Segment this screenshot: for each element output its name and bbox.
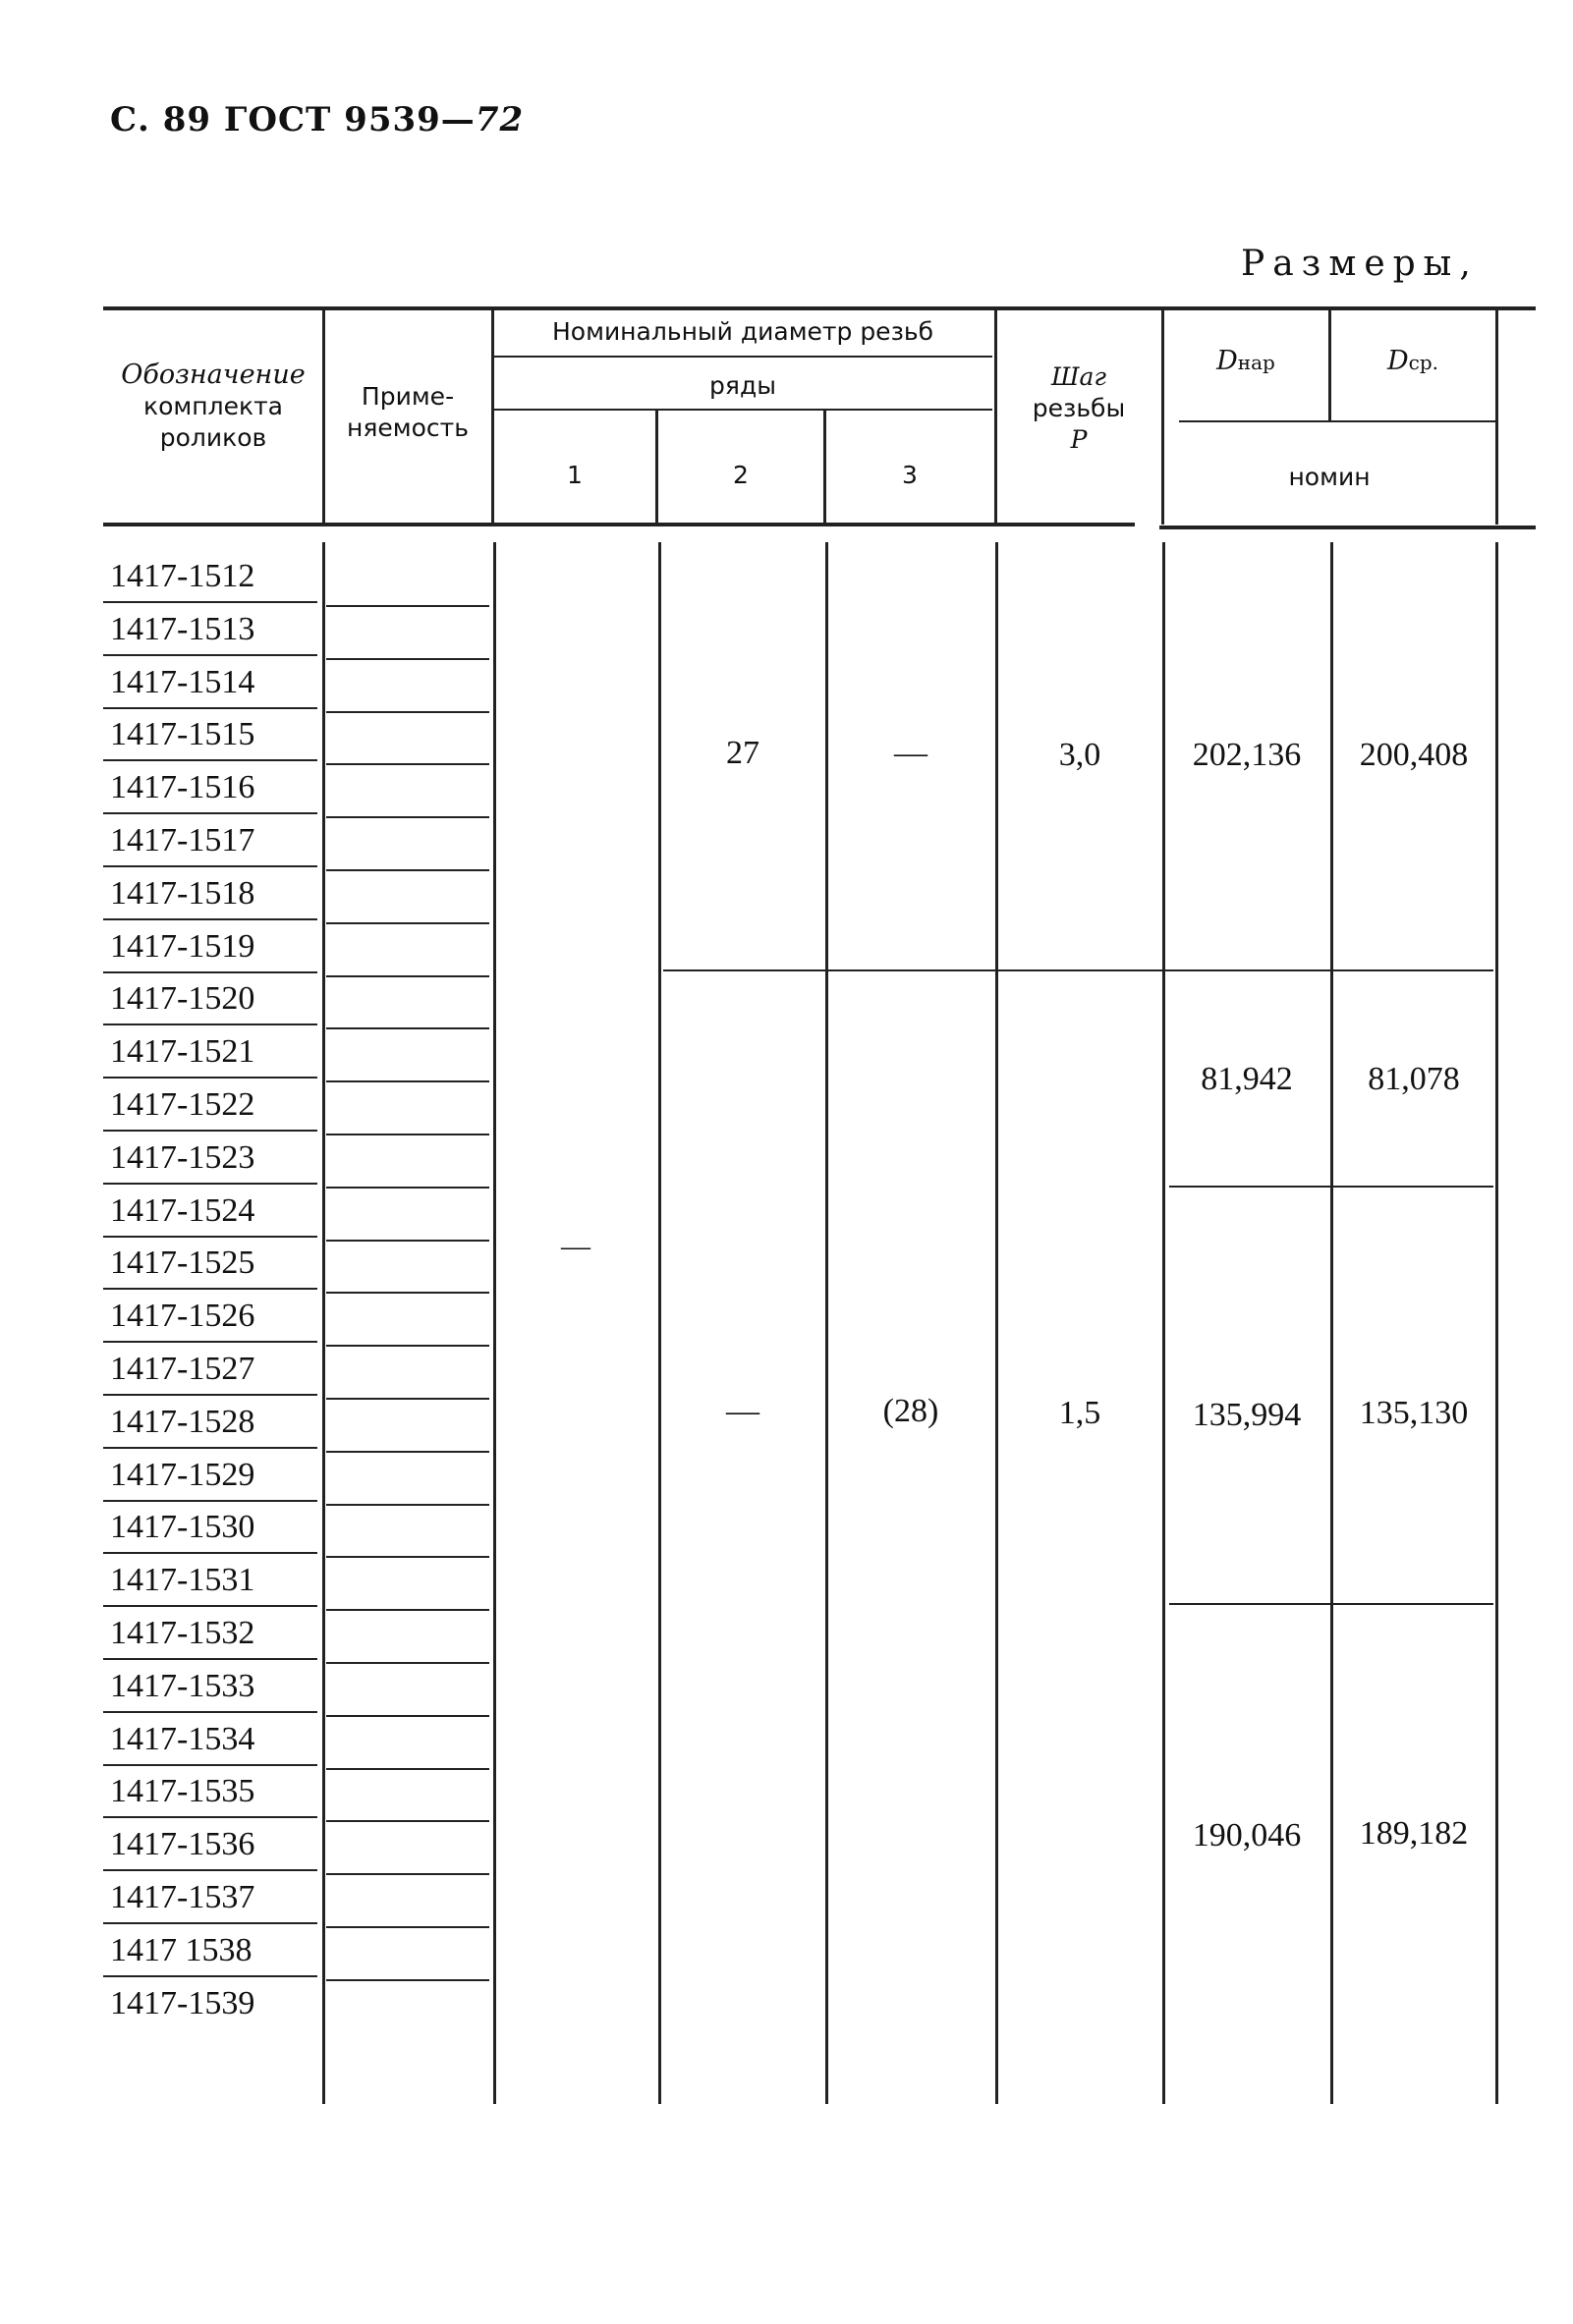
vline-b3: [658, 542, 661, 2104]
header-rows: ряды: [709, 371, 776, 400]
row-divider-applicability: [326, 1979, 489, 1981]
row-divider-applicability: [326, 1926, 489, 1928]
designation-code: 1417-1531: [110, 1562, 255, 1599]
header-applicability-line2: няемость: [347, 414, 469, 442]
units-label: Размеры,: [1241, 244, 1479, 284]
header-d-mean-sub: ср.: [1408, 351, 1439, 374]
row-divider-applicability: [326, 975, 489, 977]
row-divider-designation: [103, 1658, 317, 1660]
row-divider-designation: [103, 1341, 317, 1343]
row-divider-applicability: [326, 1820, 489, 1822]
subgroup-separator-1: [1169, 1186, 1493, 1188]
row-divider-designation: [103, 1711, 317, 1713]
header-applicability-line1: Приме-: [361, 382, 455, 411]
row-divider-applicability: [326, 1556, 489, 1558]
vline-h1: [322, 306, 325, 525]
designation-code: 1417-1521: [110, 1033, 255, 1071]
row-divider-designation: [103, 1024, 317, 1025]
subgroup-3-d-outer: 190,046: [1192, 1817, 1302, 1854]
header-row-1: 1: [567, 461, 583, 489]
header-d-outer-base: D: [1216, 346, 1238, 376]
designation-code: 1417-1534: [110, 1720, 255, 1757]
designation-code: 1417-1527: [110, 1351, 255, 1387]
row-divider-designation: [103, 1869, 317, 1871]
vline-b6: [1162, 542, 1165, 2104]
row-divider-applicability: [326, 869, 489, 871]
header-designation-line1: Обозначение: [121, 360, 306, 390]
designation-code: 1417-1532: [110, 1615, 255, 1651]
group-b-pitch: 1,5: [1058, 1395, 1101, 1431]
designation-code: 1417-1524: [110, 1191, 255, 1229]
row-divider-applicability: [326, 1715, 489, 1717]
designation-code: 1417-1519: [110, 927, 255, 965]
header-bottom-rule-right: [1159, 526, 1536, 529]
row-divider-designation: [103, 707, 317, 709]
designation-code: 1417-1525: [110, 1245, 255, 1282]
row-divider-designation: [103, 812, 317, 814]
vline-b5: [995, 542, 998, 2104]
designation-code: 1417-1517: [110, 822, 255, 858]
row-divider-applicability: [326, 1134, 489, 1135]
subgroup-1-d-mean: 81,078: [1368, 1061, 1460, 1097]
group-separator: [663, 969, 1493, 971]
row-divider-designation: [103, 971, 317, 973]
row-divider-designation: [103, 1605, 317, 1607]
designation-code: 1417-1513: [110, 610, 255, 647]
vline-b4: [825, 542, 828, 2104]
group-a-row3: —: [894, 735, 927, 771]
group-a-pitch: 3,0: [1058, 737, 1101, 773]
row-divider-applicability: [326, 816, 489, 818]
vline-b1: [322, 542, 325, 2104]
group-b-row3: (28): [882, 1393, 939, 1429]
vline-b7: [1330, 542, 1333, 2104]
vline-b8: [1495, 542, 1498, 2104]
subgroup-3-d-mean: 189,182: [1359, 1815, 1469, 1852]
row-divider-designation: [103, 601, 317, 603]
row-divider-designation: [103, 1394, 317, 1396]
designation-code: 1417-1528: [110, 1403, 255, 1440]
page-header-prefix: С. 89 ГОСТ 9539—: [110, 100, 476, 139]
row-divider-applicability: [326, 1873, 489, 1875]
subgroup-2-d-outer: 135,994: [1192, 1397, 1302, 1433]
row-divider-designation: [103, 759, 317, 761]
subgroup-2-d-mean: 135,130: [1359, 1395, 1469, 1431]
group-a-d-mean: 200,408: [1359, 737, 1469, 773]
row-divider-designation: [103, 1447, 317, 1449]
row-divider-designation: [103, 654, 317, 656]
row-divider-applicability: [326, 605, 489, 607]
header-rule-rows: [493, 409, 992, 411]
designation-code: 1417-1522: [110, 1086, 255, 1123]
page-header: [110, 100, 524, 139]
row-divider-designation: [103, 865, 317, 867]
designation-code: 1417-1523: [110, 1138, 255, 1176]
header-pitch-line2: резьбы: [1032, 394, 1126, 422]
row-divider-designation: [103, 1288, 317, 1290]
row-divider-applicability: [326, 1345, 489, 1347]
row-divider-applicability: [326, 1187, 489, 1189]
row-divider-applicability: [326, 1451, 489, 1453]
header-pitch-line1: Шаг: [1050, 362, 1107, 391]
row-divider-applicability: [326, 1768, 489, 1770]
designation-code: 1417-1518: [110, 874, 255, 912]
header-nominal-diameter: Номинальный диаметр резьб: [551, 317, 934, 346]
row-divider-designation: [103, 1922, 317, 1924]
designation-code: 1417 1538: [110, 1931, 253, 1968]
designation-code: 1417-1512: [110, 558, 255, 594]
vline-b2: [493, 542, 496, 2104]
row-divider-designation: [103, 1183, 317, 1185]
header-d-outer-sub: нар: [1237, 351, 1275, 374]
row-divider-applicability: [326, 1240, 489, 1242]
designation-code: 1417-1533: [110, 1667, 255, 1704]
header-nominal: номин: [1288, 463, 1371, 491]
designation-code: 1417-1536: [110, 1826, 255, 1863]
designation-code: 1417-1530: [110, 1509, 255, 1546]
row-divider-applicability: [326, 1504, 489, 1506]
row-divider-designation: [103, 1236, 317, 1238]
subgroup-1-d-outer: 81,942: [1201, 1061, 1293, 1097]
group-b-row2: —: [726, 1393, 759, 1429]
vline-h8: [1495, 306, 1498, 525]
row-divider-designation: [103, 1500, 317, 1502]
header-bottom-rule-left: [103, 523, 1135, 526]
designation-code: 1417-1514: [110, 663, 255, 700]
header-applicability: [326, 381, 489, 444]
header-row-2: 2: [733, 461, 749, 489]
header-rule-diameter: [493, 356, 992, 358]
row-divider-applicability: [326, 1609, 489, 1611]
designation-code: 1417-1535: [110, 1773, 255, 1810]
group-a-d-outer: 202,136: [1192, 737, 1302, 773]
row-divider-applicability: [326, 711, 489, 713]
row-divider-applicability: [326, 1027, 489, 1029]
group-a-row2: 27: [726, 735, 759, 771]
designation-code: 1417-1520: [110, 980, 255, 1018]
page-header-year: 72: [475, 100, 525, 139]
group-b-row1-dash: —: [561, 1230, 590, 1262]
row-divider-designation: [103, 1816, 317, 1818]
header-row-3: 3: [902, 461, 918, 489]
designation-code: 1417-1529: [110, 1456, 255, 1493]
designation-code: 1417-1537: [110, 1879, 255, 1915]
table-top-rule: [103, 306, 1536, 310]
row-divider-applicability: [326, 1398, 489, 1400]
header-d-outer: [1164, 346, 1327, 378]
header-d-mean: [1331, 346, 1494, 378]
header-d-mean-base: D: [1386, 346, 1409, 376]
header-designation: [106, 360, 320, 391]
designation-code: 1417-1515: [110, 716, 255, 753]
header-rule-d: [1179, 420, 1495, 422]
row-divider-designation: [103, 1764, 317, 1766]
subgroup-separator-2: [1169, 1603, 1493, 1605]
row-divider-applicability: [326, 922, 489, 924]
designation-code: 1417-1539: [110, 1984, 255, 2021]
header-pitch: [997, 361, 1160, 456]
row-divider-designation: [103, 1975, 317, 1977]
row-divider-designation: [103, 1077, 317, 1079]
row-divider-applicability: [326, 1662, 489, 1664]
row-divider-applicability: [326, 1292, 489, 1294]
row-divider-designation: [103, 918, 317, 920]
header-pitch-line3: P: [1070, 425, 1088, 454]
row-divider-designation: [103, 1552, 317, 1554]
row-divider-applicability: [326, 1080, 489, 1082]
row-divider-designation: [103, 1130, 317, 1132]
designation-code: 1417-1526: [110, 1298, 255, 1335]
designation-code: 1417-1516: [110, 769, 255, 806]
header-designation-line2: комплекта: [143, 392, 283, 420]
header-designation-line3: роликов: [159, 423, 267, 452]
header-designation-rest: [106, 391, 320, 454]
row-divider-applicability: [326, 658, 489, 660]
row-divider-applicability: [326, 763, 489, 765]
